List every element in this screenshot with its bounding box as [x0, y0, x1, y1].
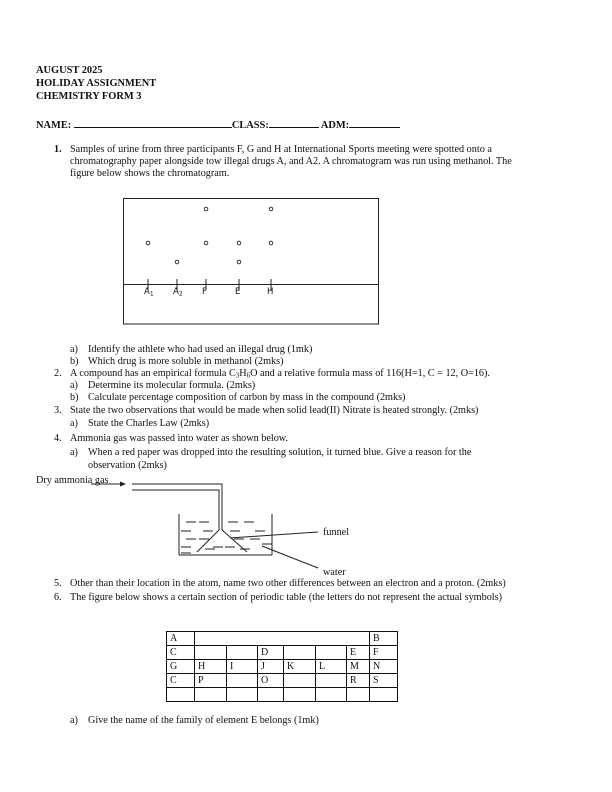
adm-field[interactable] [349, 118, 400, 128]
lane-label-letter: A [144, 287, 150, 297]
lane-label-letter: H [267, 287, 274, 297]
table-cell [316, 674, 347, 688]
q5-text: Other than their location in the atom, name two other differences between an electron and a proton. (2mks) [70, 578, 506, 589]
q2a-text: Determine its molecular formula. (2mks) [88, 380, 256, 391]
lane-label [202, 287, 207, 297]
funnel-pointer-line [230, 532, 318, 538]
header-date: AUGUST 2025 [36, 65, 103, 76]
q2-subscript-hydrogen: 6 [246, 371, 251, 380]
water-pointer-line [262, 546, 318, 568]
table-cell [258, 688, 284, 702]
name-label: NAME: [36, 120, 72, 131]
table-row [167, 646, 398, 660]
table-cell: P [195, 674, 227, 688]
q2-text-pre: A compound has an empirical formula C [70, 368, 236, 379]
table-row [167, 674, 398, 688]
q1-text-line1: Samples of urine from three participants F, G and H at International Sports meeting were spotted onto a [70, 144, 492, 155]
name-field[interactable] [74, 118, 232, 128]
table-cell [195, 688, 227, 702]
chromatogram-spot [204, 241, 208, 245]
chromatogram-spot [237, 260, 241, 264]
q1a-letter: a) [70, 344, 78, 355]
gas-arrow-icon [120, 482, 126, 487]
table-cell [370, 688, 398, 702]
table-cell: K [284, 660, 316, 674]
q2-subscript-carbon: 3 [235, 371, 240, 380]
dry-ammonia-gas-label: Dry ammonia gas [36, 475, 109, 486]
q3-number: 3. [54, 405, 62, 416]
q2-text-post: O and a relative formula mass of 116(H=1, C = 12, O=16). [250, 368, 490, 379]
table-cell: H [195, 660, 227, 674]
table-cell [167, 688, 195, 702]
q2-number: 2. [54, 368, 62, 379]
q2b-letter: b) [70, 392, 79, 403]
chromatogram-spot [146, 241, 150, 245]
table-cell [316, 688, 347, 702]
table-cell [347, 688, 370, 702]
table-row [167, 660, 398, 674]
q6a-letter: a) [70, 715, 78, 726]
q2-text-mid: H [239, 368, 247, 379]
table-cell: S [370, 674, 398, 688]
table-row [167, 688, 398, 702]
table-cell-gap [195, 632, 370, 646]
q2-text [70, 368, 490, 380]
chromatogram-paper [124, 199, 379, 325]
table-cell [284, 688, 316, 702]
delivery-tube-inner [132, 490, 219, 530]
chromatogram-spot [237, 241, 241, 245]
q4a-letter: a) [70, 447, 78, 458]
table-cell [284, 646, 316, 660]
table-cell: M [347, 660, 370, 674]
lane-label [173, 287, 183, 297]
lane-label-letter: E [235, 287, 241, 297]
q1-number: 1. [54, 144, 62, 155]
water-label: water [323, 567, 346, 578]
q1b-letter: b) [70, 356, 79, 367]
table-cell [195, 646, 227, 660]
q1a-text: Identify the athlete who had used an illegal drug (1mk) [88, 344, 313, 355]
header-title: HOLIDAY ASSIGNMENT [36, 78, 157, 89]
table-cell: I [227, 660, 258, 674]
q2b-text: Calculate percentage composition of carbon by mass in the compound (2mks) [88, 392, 406, 403]
table-cell: D [258, 646, 284, 660]
q4-text: Ammonia gas was passed into water as shown below. [70, 433, 289, 444]
chromatogram [124, 199, 379, 325]
q3a-letter: a) [70, 418, 78, 429]
chromatogram-spot [269, 207, 273, 211]
lane-label [235, 287, 240, 297]
q6-number: 6. [54, 592, 62, 603]
table-cell: N [370, 660, 398, 674]
table-cell: A [167, 632, 195, 646]
q1-text-line2: chromatography paper alongside tow illegal drugs A, and A2. A chromatogram was run using methanol. The [70, 156, 512, 167]
table-cell: R [347, 674, 370, 688]
student-info-line [36, 118, 400, 132]
table-cell [227, 646, 258, 660]
lane-label [144, 287, 154, 297]
ammonia-apparatus [91, 482, 318, 569]
q3a-text: State the Charles Law (2mks) [88, 418, 210, 429]
lane-label [267, 287, 273, 297]
chromatogram-spot [175, 260, 179, 264]
table-cell: L [316, 660, 347, 674]
chromatogram-spot [204, 207, 208, 211]
header-subject: CHEMISTRY FORM 3 [36, 91, 142, 102]
lane-label-letter: F [202, 287, 207, 297]
class-field[interactable] [269, 118, 319, 128]
funnel-right-side [222, 530, 247, 552]
class-label: CLASS: [231, 120, 269, 131]
table-cell [316, 646, 347, 660]
funnel-left-side [197, 530, 219, 552]
q6-text: The figure below shows a certain section of periodic table (the letters do not represent the actual symbols) [70, 592, 502, 603]
table-row [167, 632, 398, 646]
chromatogram-spot [269, 241, 273, 245]
adm-label: ADM: [320, 120, 350, 131]
lane-label-subscript: 2 [178, 290, 183, 298]
table-cell: F [370, 646, 398, 660]
lane-label-subscript: 1 [149, 290, 154, 298]
table-cell: C [167, 674, 195, 688]
q1b-text: Which drug is more soluble in methanol (2mks) [88, 356, 284, 367]
table-cell: G [167, 660, 195, 674]
q3-text: State the two observations that would be made when solid lead(II) Nitrate is heated strongly. (2mks) [70, 405, 479, 416]
q5-number: 5. [54, 578, 62, 589]
table-cell [284, 674, 316, 688]
table-cell: E [347, 646, 370, 660]
delivery-tube-outer [132, 484, 222, 530]
q2a-letter: a) [70, 380, 78, 391]
table-cell: J [258, 660, 284, 674]
q1-text-line3: figure below shows the chromatogram. [70, 168, 230, 179]
q4a-text-line2: observation (2mks) [88, 460, 167, 471]
table-cell: B [370, 632, 398, 646]
q4a-text-line1: When a red paper was dropped into the resulting solution, it turned blue. Give a reason for the [88, 447, 472, 458]
table-cell: C [167, 646, 195, 660]
water-surface-dashes [181, 522, 272, 553]
table-cell [227, 674, 258, 688]
table-cell [227, 688, 258, 702]
periodic-table-section [166, 631, 398, 702]
q6a-text: Give the name of the family of element E belongs (1mk) [88, 715, 319, 726]
table-cell: O [258, 674, 284, 688]
funnel-label: funnel [323, 527, 350, 538]
lane-label-letter: A [173, 287, 179, 297]
q4-number: 4. [54, 433, 62, 444]
